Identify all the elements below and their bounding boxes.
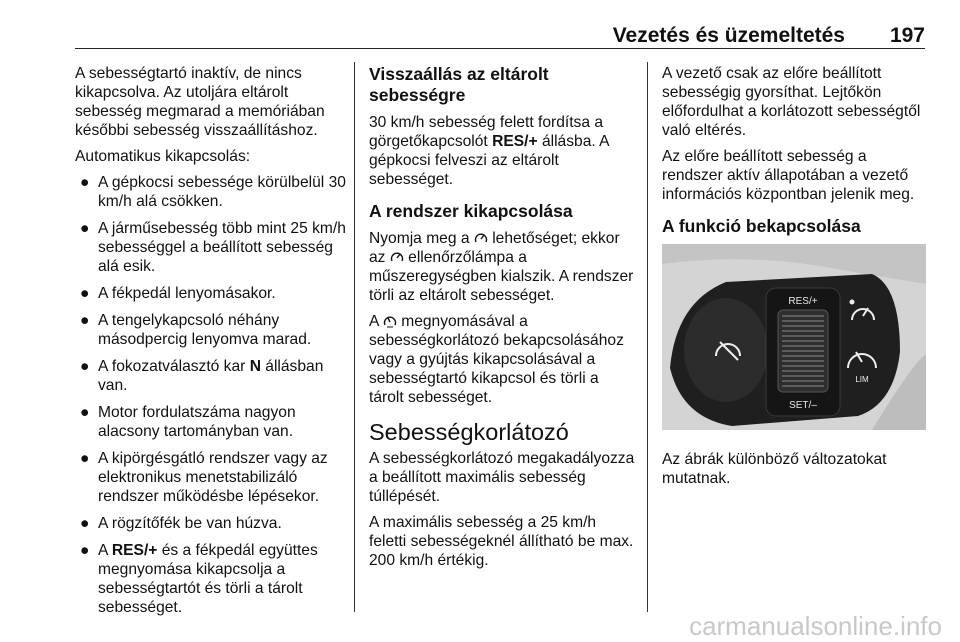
section-heading: A funkció bekapcsolása [662,216,861,236]
section-heading: Visszaállás az eltárolt sebességre [369,64,549,105]
list-item: ● Motor fordulatszáma nagyon alacsony tartományban van. [80,404,296,440]
column-2 [369,64,635,577]
paragraph: Az előre beállított sebesség a rendszer aktív állapotában a vezető információs központban jelenik meg. [662,148,915,203]
paragraph: Nyomja meg a lehetőséget; ekkor az ellenőrzőlámpa a műszeregységben kialszik. A rendszer törli az eltárolt sebességet. [369,230,634,304]
page-number: 197 [889,24,925,47]
steering-wheel-controls-illustration [662,244,926,430]
paragraph: A sebességtartó inaktív, de nincs kikapcsolva. Az utoljára eltárolt sebesség megmarad a memóriában későbbi sebesség visszaállításhoz. [75,65,325,139]
paragraph: Automatikus kikapcsolás: [75,148,251,165]
lim-label: LIM [855,375,869,384]
list-item: ● A fokozatválasztó kar N állásban van. [80,358,324,394]
column-divider [647,62,648,612]
illustration-caption: Az ábrák különböző változatokat mutatnak. [662,451,887,487]
paragraph: A sebességkorlátozó megakadályozza a beállított maximális sebesség túllépését. [369,450,635,505]
page-header [75,22,925,49]
list-item: ● A gépkocsi sebessége körülbelül 30 km/h alá csökken. [80,174,346,210]
watermark: carmanualsonline.info [689,611,942,641]
cruise-control-icon [474,231,488,245]
auto-off-list [75,173,350,617]
cruise-control-icon [390,250,404,264]
speed-limiter-icon [383,314,397,328]
list-item: ● A kipörgésgátló rendszer vagy az elektronikus menetstabilizáló rendszer működésbe lépésekor. [80,450,328,505]
paragraph: 30 km/h sebesség felett fordítsa a görgetőkapcsolót RES/+ állásba. A gépkocsi felveszi az eltárolt sebességet. [369,114,609,188]
list-item: ● A fékpedál lenyomásakor. [80,285,276,302]
column-divider [354,62,355,612]
section-heading: A rendszer kikapcsolása [369,201,573,221]
list-item: ● A RES/+ és a fékpedál együttes megnyomása kikapcsolja a sebességtartót és törli a tárolt sebességet. [80,542,318,616]
header-title: Vezetés és üzemeltetés [612,24,845,47]
column-1 [75,64,350,625]
list-item: ● A tengelykapcsoló néhány másodpercig lenyomva marad. [80,312,312,348]
paragraph: A vezető csak az előre beállított sebességig gyorsíthat. Lejtőkön előfordulhat a korlátozott sebességtől való eltérés. [662,65,921,139]
set-label: SET/– [789,400,817,411]
paragraph: A maximális sebesség a 25 km/h feletti sebességeknél állítható be max. 200 km/h értékig. [369,514,634,569]
column-3 [662,64,928,495]
chapter-heading: Sebességkorlátozó [369,419,569,445]
res-label: RES/+ [788,296,818,307]
list-item: ● A rögzítőfék be van húzva. [80,515,282,532]
paragraph: A megnyomásával a sebességkorlátozó bekapcsolásához vagy a gyújtás kikapcsolásával a sebességtartó kikapcsol és törli a tárolt sebességet. [369,313,624,406]
list-item: ● A járműsebesség több mint 25 km/h sebességgel a beállított sebesség alá esik. [80,220,346,275]
